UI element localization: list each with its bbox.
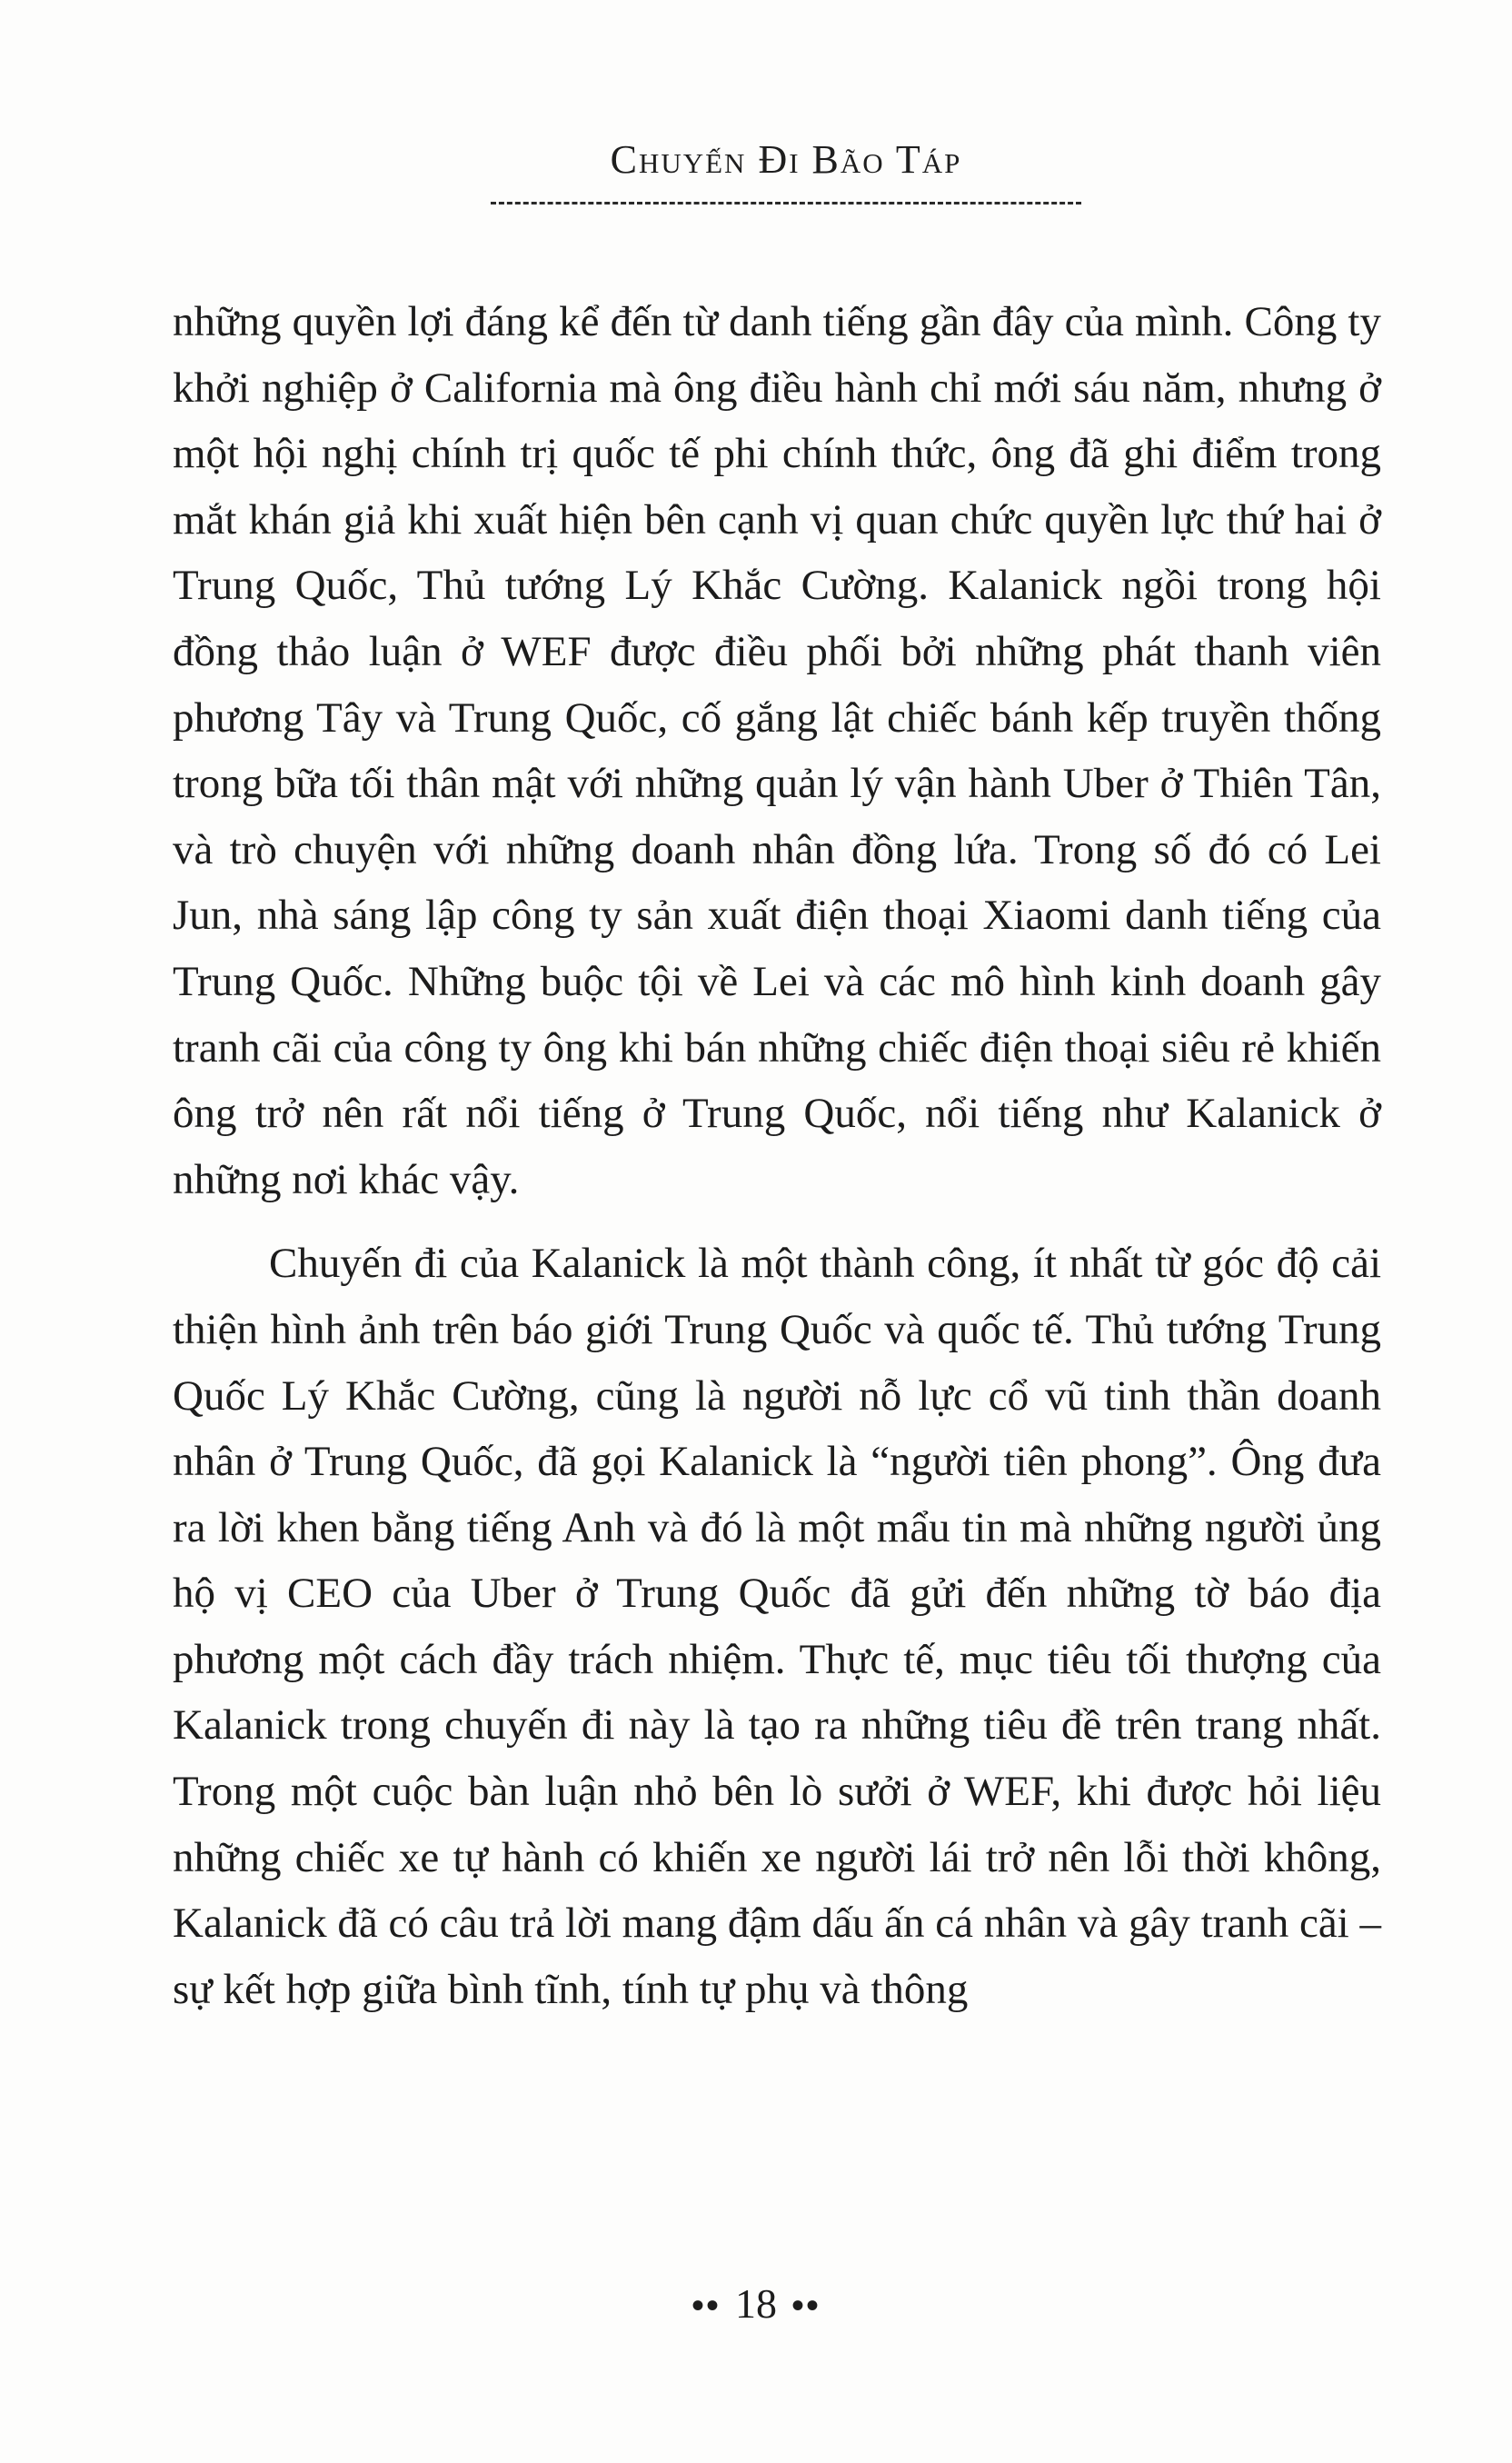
paragraph-2: Chuyến đi của Kalanick là một thành công, ít nhất từ góc độ cải thiện hình ảnh trên báo giới Trung Quốc và quốc tế. Thủ tướng Trung Quốc Lý Khắc Cường, cũng là người nỗ lực cổ vũ tinh thần doanh nhân ở Trung Quốc, đã gọi Kalanick là “người tiên phong”. Ông đưa ra lời khen bằng tiếng Anh và đó là một mẩu tin mà những người ủng hộ vị CEO của Uber ở Trung Quốc đã gửi đến những tờ báo địa phương một cách đầy trách nhiệm. Thực tế, mục tiêu tối thượng của Kalanick trong chuyến đi này là tạo ra những tiêu đề trên trang nhất. Trong một cuộc bàn luận nhỏ bên lò sưởi ở WEF, khi được hỏi liệu những chiếc xe tự hành có khiến xe người lái trở nên lỗi thời không, Kalanick đã có câu trả lời mang đậm dấu ấn cá nhân và gây tranh cãi – sự kết hợp giữa bình tĩnh, tính tự phụ và thông bbox=[173, 1240, 1381, 2013]
body-text bbox=[173, 289, 1381, 2022]
header-dashed-rule bbox=[491, 202, 1081, 204]
folio-dots-left: •• bbox=[691, 2285, 721, 2326]
paragraph-1: những quyền lợi đáng kể đến từ danh tiếng gần đây của mình. Công ty khởi nghiệp ở California mà ông điều hành chỉ mới sáu năm, nhưng ở một hội nghị chính trị quốc tế phi chính thức, ông đã ghi điểm trong mắt khán giả khi xuất hiện bên cạnh vị quan chức quyền lực thứ hai ở Trung Quốc, Thủ tướng Lý Khắc Cường. Kalanick ngồi trong hội đồng thảo luận ở WEF được điều phối bởi những phát thanh viên phương Tây và Trung Quốc, cố gắng lật chiếc bánh kếp truyền thống trong bữa tối thân mật với những quản lý vận hành Uber ở Thiên Tân, và trò chuyện với những doanh nhân đồng lứa. Trong số đó có Lei Jun, nhà sáng lập công ty sản xuất điện thoại Xiaomi danh tiếng của Trung Quốc. Những buộc tội về Lei và các mô hình kinh doanh gây tranh cãi của công ty ông khi bán những chiếc điện thoại siêu rẻ khiến ông trở nên rất nổi tiếng ở Trung Quốc, nổi tiếng như Kalanick ở những nơi khác vậy. bbox=[173, 298, 1381, 1203]
page-number: 18 bbox=[735, 2280, 777, 2327]
running-header bbox=[491, 136, 1081, 195]
folio-dots-right: •• bbox=[791, 2285, 821, 2326]
page-footer bbox=[0, 2279, 1512, 2328]
chapter-title: Chuyến Đi Bão Táp bbox=[610, 137, 962, 182]
